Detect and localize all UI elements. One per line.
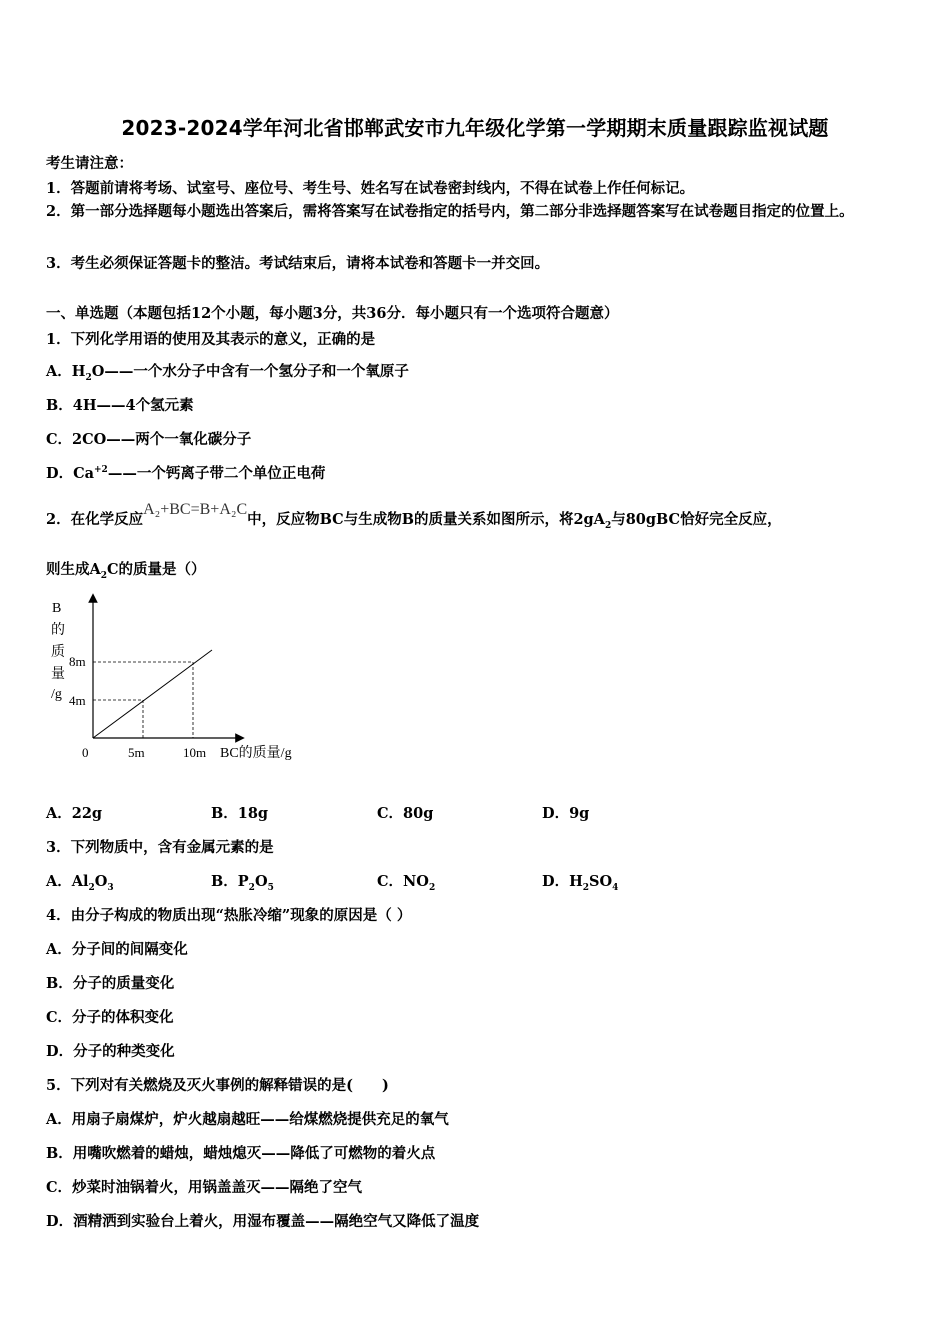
q3-option-d: D．$H_2SO_4$: [542, 873, 619, 893]
q2-stem: 2．在化学反应A₂+BC=B+A₂C中，反应物BC与生成物B的质量关系如图所示，将$2gA_2$与80gBC恰好完全反应，: [46, 501, 782, 531]
y-label-4: /g: [51, 687, 62, 702]
q2-option-c: C．80g: [377, 805, 434, 822]
x-tick-10m: 10m: [183, 745, 207, 760]
q4-option-a: A．分子间的间隔变化: [46, 941, 188, 958]
q5-option-c: C．炒菜时油锅着火，用锅盖盖灭——隔绝了空气: [46, 1179, 363, 1196]
q3-option-a: A．$Al_2O_3$: [46, 873, 114, 893]
q4-option-b: B．分子的质量变化: [46, 975, 175, 992]
x-tick-0: 0: [82, 745, 89, 760]
x-axis-label: BC的质量/g: [220, 746, 292, 761]
y-label-2: 质: [51, 645, 65, 660]
q3-stem: 3．下列物质中，含有金属元素的是: [46, 839, 274, 856]
mass-relation-graph: [40, 590, 340, 770]
y-label-0: B: [52, 601, 62, 616]
q1-option-d: D．$Ca^{+2}——$一个钙离子带二个单位正电荷: [46, 465, 326, 482]
mass-line: [93, 650, 212, 738]
q4-option-c: C．分子的体积变化: [46, 1009, 174, 1026]
y-tick-8m: 8m: [69, 654, 86, 669]
q2-option-d: D．9g: [542, 805, 590, 822]
q1-option-c: C．2CO——两个一氧化碳分子: [46, 431, 252, 448]
notice-item-1: 1．答题前请将考场、试室号、座位号、考生号、姓名写在试卷密封线内，不得在试卷上作任何标记。: [46, 180, 695, 197]
q1-stem: 1．下列化学用语的使用及其表示的意义，正确的是: [46, 331, 376, 348]
q2-options: [46, 802, 906, 822]
q2-option-a: A．22g: [46, 805, 103, 822]
q1-option-a: A．$H_2O——$一个水分子中含有一个氢分子和一个氧原子: [46, 363, 409, 383]
q4-stem: 4．由分子构成的物质出现“热胀冷缩”现象的原因是（ ）: [46, 907, 412, 924]
y-tick-4m: 4m: [69, 693, 86, 708]
q4-option-d: D．分子的种类变化: [46, 1043, 175, 1060]
notice-item-2: 2．第一部分选择题每小题选出答案后，需将答案写在试卷指定的括号内，第二部分非选择题答案写在试卷题目指定的位置上。: [46, 203, 854, 220]
y-label-3: 量: [51, 667, 65, 682]
q5-option-d: D．酒精洒到实验台上着火，用湿布覆盖——隔绝空气又降低了温度: [46, 1213, 480, 1230]
reaction-equation: A₂+BC=B+A₂C: [143, 501, 248, 518]
y-label-1: 的: [51, 623, 65, 638]
q2-stem-line2: 则生成$A_2C$的质量是（）: [46, 561, 206, 581]
q3-option-b: B．$P_2O_5$: [211, 873, 274, 893]
section-heading: 一、单选题（本题包括12个小题，每小题3分，共36分．每小题只有一个选项符合题意）: [46, 305, 619, 322]
q3-options: [46, 870, 906, 893]
q3-option-c: C．$NO_2$: [377, 873, 436, 893]
q5-stem: 5．下列对有关燃烧及灭火事例的解释错误的是( ): [46, 1077, 389, 1094]
q5-option-b: B．用嘴吹燃着的蜡烛，蜡烛熄灭——降低了可燃物的着火点: [46, 1145, 436, 1162]
q5-option-a: A．用扇子扇煤炉，炉火越扇越旺——给煤燃烧提供充足的氧气: [46, 1111, 449, 1128]
q2-option-b: B．18g: [211, 805, 269, 822]
x-tick-5m: 5m: [128, 745, 145, 760]
notice-item-3: 3．考生必须保证答题卡的整洁。考试结束后，请将本试卷和答题卡一并交回。: [46, 255, 550, 272]
notice-heading: 考生请注意：: [46, 155, 133, 172]
exam-title: 2023-2024学年河北省邯郸武安市九年级化学第一学期期末质量跟踪监视试题: [121, 116, 829, 140]
q1-option-b: B．4H——4个氢元素: [46, 397, 194, 414]
